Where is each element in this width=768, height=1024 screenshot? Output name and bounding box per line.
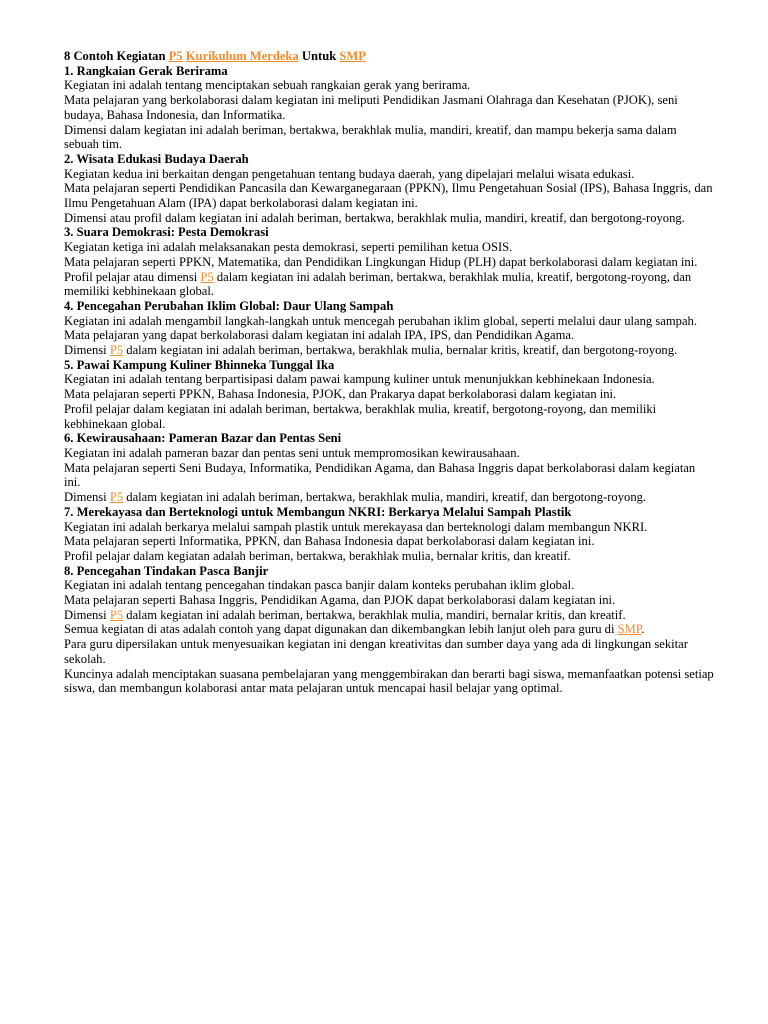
dimensions-text-before: Dimensi xyxy=(64,343,110,358)
link-smp[interactable]: SMP xyxy=(617,622,642,637)
activity-description: Kegiatan ini adalah tentang pencegahan tindakan pasca banjir dalam konteks perubahan iklim global. xyxy=(64,578,575,593)
closing-paragraph: Para guru dipersilakan untuk menyesuaikan kegiatan ini dengan kreativitas dan sumber daya yang ada di lingkungan sekitar sekolah. xyxy=(64,637,688,666)
subjects-paragraph: Mata pelajaran yang berkolaborasi dalam kegiatan ini meliputi Pendidikan Jasmani Olahraga dan Kesehatan (PJOK), seni budaya, Bahasa Indonesia, dan Informatika. xyxy=(64,93,678,122)
dimensions-paragraph xyxy=(64,608,714,623)
dimensions-text-after: dalam kegiatan ini adalah beriman, bertakwa, berakhlak mulia, mandiri, bernalar kritis, dan kreatif. xyxy=(123,607,626,622)
dimensions-paragraph: Profil pelajar dalam kegiatan adalah beriman, bertakwa, berakhlak mulia, bernalar kritis, dan kreatif. xyxy=(64,548,571,563)
dimensions-text-before: Dimensi xyxy=(64,490,110,505)
subjects-paragraph: Mata pelajaran seperti Seni Budaya, Informatika, Pendidikan Agama, dan Bahasa Inggris dapat berkolaborasi dalam kegiatan ini. xyxy=(64,460,696,490)
link-p5[interactable]: P5 xyxy=(109,343,124,358)
dimensions-paragraph xyxy=(64,343,714,358)
link-smp[interactable]: SMP xyxy=(339,49,366,63)
activity-description: Kegiatan ini adalah mengambil langkah-langkah untuk mencegah perubahan iklim global, seperti melalui daur ulang sampah. xyxy=(64,313,697,328)
dimensions-text-before: Profil pelajar atau dimensi xyxy=(64,269,201,284)
activity-description: Kegiatan ketiga ini adalah melaksanakan pesta demokrasi, seperti pemilihan ketua OSIS. xyxy=(64,240,513,255)
activity-description: Kegiatan ini adalah tentang berpartisipasi dalam pawai kampung kuliner untuk menunjukkan kebhinekaan Indonesia. xyxy=(64,372,655,387)
dimensions-text-after: dalam kegiatan ini adalah beriman, bertakwa, berakhlak mulia, bernalar kritis, kreatif, dan bergotong-royong. xyxy=(123,343,678,358)
closing-text-after: . xyxy=(641,622,645,637)
document-body xyxy=(64,49,714,696)
dimensions-paragraph xyxy=(64,490,714,505)
dimensions-paragraph: Dimensi atau profil dalam kegiatan ini adalah beriman, bertakwa, berakhlak mulia, mandiri, kreatif, dan bergotong-royong. xyxy=(64,210,685,225)
page-title xyxy=(64,49,714,64)
link-p5[interactable]: P5 xyxy=(109,607,124,622)
dimensions-text-after: dalam kegiatan ini adalah beriman, bertakwa, berakhlak mulia, mandiri, kreatif, dan bergotong-royong. xyxy=(123,490,647,505)
dimensions-text-after: dalam kegiatan ini adalah beriman, bertakwa, berakhlak mulia, kreatif, bergotong-royong, dan memiliki kebhinekaan global. xyxy=(64,269,692,299)
activity-description: Kegiatan ini adalah pameran bazar dan pentas seni untuk mempromosikan kewirausahaan. xyxy=(64,445,520,460)
subjects-paragraph: Mata pelajaran seperti Bahasa Inggris, Pendidikan Agama, dan PJOK dapat berkolaborasi dalam kegiatan ini. xyxy=(64,593,616,608)
section-heading: 3. Suara Demokrasi: Pesta Demokrasi xyxy=(64,225,269,240)
link-p5[interactable]: P5 xyxy=(109,490,124,505)
dimensions-paragraph xyxy=(64,270,714,299)
subjects-paragraph: Mata pelajaran yang dapat berkolaborasi dalam kegiatan ini adalah IPA, IPS, dan Pendidikan Agama. xyxy=(64,328,575,343)
activity-description: Kegiatan kedua ini berkaitan dengan pengetahuan tentang budaya daerah, yang dipelajari melalui wisata edukasi. xyxy=(64,166,635,181)
subjects-paragraph: Mata pelajaran seperti Informatika, PPKN, dan Bahasa Indonesia dapat berkolaborasi dalam kegiatan ini. xyxy=(64,534,595,549)
title-prefix: 8 Contoh Kegiatan xyxy=(64,49,169,63)
link-p5[interactable]: P5 xyxy=(168,49,183,63)
subjects-paragraph: Mata pelajaran seperti Pendidikan Pancasila dan Kewarganegaraan (PPKN), Ilmu Pengetahuan Sosial (IPS), Bahasa Inggris, dan Ilmu Pengetahuan Alam (IPA) dapat berkolaborasi dalam kegiatan ini. xyxy=(64,181,713,211)
closing-paragraph: Kuncinya adalah menciptakan suasana pembelajaran yang menggembirakan dan berarti bagi siswa, memanfaatkan potensi setiap siswa, dan membangun kolaborasi antar mata pelajaran untuk mencapai hasil belajar yang optimal. xyxy=(64,666,714,696)
closing-text-before: Semua kegiatan di atas adalah contoh yang dapat digunakan dan dikembangkan lebih lanjut oleh para guru di xyxy=(64,622,618,637)
dimensions-paragraph: Profil pelajar dalam kegiatan ini adalah beriman, bertakwa, berakhlak mulia, kreatif, bergotong-royong, dan memiliki kebhinekaan global. xyxy=(64,401,657,431)
title-mid: Untuk xyxy=(298,49,340,63)
link-kurikulum-merdeka[interactable]: Kurikulum Merdeka xyxy=(185,49,299,63)
section-heading: 1. Rangkaian Gerak Berirama xyxy=(64,63,228,78)
dimensions-paragraph: Dimensi dalam kegiatan ini adalah beriman, bertakwa, berakhlak mulia, mandiri, kreatif, dan mampu bekerja sama dalam sebuah tim. xyxy=(64,122,677,152)
activity-description: Kegiatan ini adalah berkarya melalui sampah plastik untuk merekayasa dan berteknologi dalam membangun NKRI. xyxy=(64,519,648,534)
section-heading: 2. Wisata Edukasi Budaya Daerah xyxy=(64,151,249,166)
section-heading: 6. Kewirausahaan: Pameran Bazar dan Pentas Seni xyxy=(64,431,342,446)
dimensions-text-before: Dimensi xyxy=(64,607,110,622)
subjects-paragraph: Mata pelajaran seperti PPKN, Bahasa Indonesia, PJOK, dan Prakarya dapat berkolaborasi dalam kegiatan ini. xyxy=(64,387,617,402)
activity-description: Kegiatan ini adalah tentang menciptakan sebuah rangkaian gerak yang berirama. xyxy=(64,78,471,93)
section-heading: 7. Merekayasa dan Berteknologi untuk Membangun NKRI: Berkarya Melalui Sampah Plastik xyxy=(64,504,572,519)
section-heading: 8. Pencegahan Tindakan Pasca Banjir xyxy=(64,563,269,578)
subjects-paragraph: Mata pelajaran seperti PPKN, Matematika, dan Pendidikan Lingkungan Hidup (PLH) dapat berkolaborasi dalam kegiatan ini. xyxy=(64,254,698,269)
section-heading: 4. Pencegahan Perubahan Iklim Global: Daur Ulang Sampah xyxy=(64,298,394,313)
closing-paragraph xyxy=(64,622,714,637)
link-p5[interactable]: P5 xyxy=(200,269,214,284)
section-heading: 5. Pawai Kampung Kuliner Bhinneka Tunggal Ika xyxy=(64,357,335,372)
